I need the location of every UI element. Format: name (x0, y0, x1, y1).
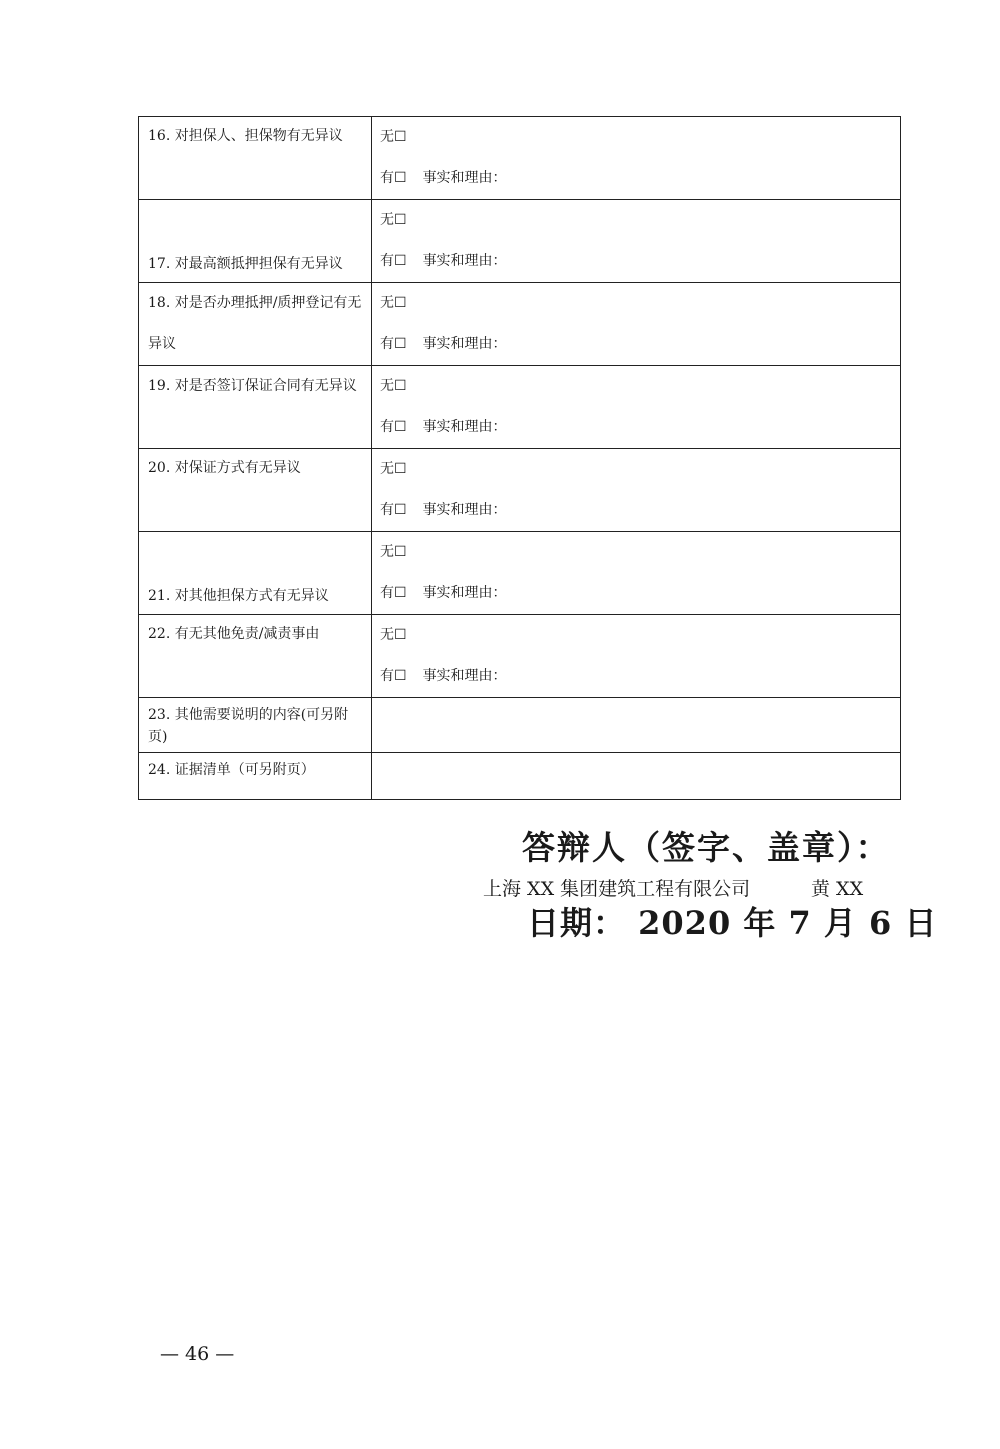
question-cell (139, 615, 372, 698)
signature-title: 答辩人（签字、盖章）： (522, 828, 891, 867)
company-name: 上海 XX 集团建筑工程有限公司 (483, 878, 751, 900)
page-number: — 46 — (160, 1343, 235, 1365)
question-cell (139, 366, 372, 449)
question-text: 18. 对是否办理抵押/质押登记有无异议 (148, 295, 362, 352)
table-row (139, 117, 901, 200)
question-text: 17. 对最高额抵押担保有无异议 (148, 256, 343, 272)
defense-form-table (138, 116, 901, 800)
signature-date: 日期： 2020 年 7 月 6 日 (527, 904, 938, 942)
answer-cell (372, 366, 901, 449)
question-cell (139, 753, 372, 800)
option-has[interactable]: 有☐ 事实和理由： (380, 502, 507, 518)
answer-cell (372, 283, 901, 366)
table-row (139, 615, 901, 698)
option-none[interactable]: 无☐ (380, 378, 407, 394)
option-none[interactable]: 无☐ (380, 295, 407, 311)
reason-label: 事实和理由： (422, 502, 507, 518)
table-row (139, 366, 901, 449)
reason-label: 事实和理由： (422, 170, 507, 186)
signature-line (483, 874, 864, 901)
reason-label: 事实和理由： (422, 253, 507, 269)
reason-label: 事实和理由： (422, 419, 507, 435)
question-cell (139, 283, 372, 366)
reason-label: 事实和理由： (422, 336, 507, 352)
answer-cell (372, 117, 901, 200)
option-none[interactable]: 无☐ (380, 544, 407, 560)
option-none[interactable]: 无☐ (380, 627, 407, 643)
reason-label: 事实和理由： (422, 668, 507, 684)
answer-field[interactable] (372, 698, 901, 753)
question-cell (139, 698, 372, 753)
question-text: 20. 对保证方式有无异议 (148, 460, 301, 476)
question-cell (139, 117, 372, 200)
table-row (139, 753, 901, 800)
answer-field[interactable] (372, 753, 901, 800)
option-has[interactable]: 有☐ 事实和理由： (380, 668, 507, 684)
option-has[interactable]: 有☐ 事实和理由： (380, 170, 507, 186)
question-text: 22. 有无其他免责/减责事由 (148, 626, 320, 642)
option-has[interactable]: 有☐ 事实和理由： (380, 336, 507, 352)
answer-cell (372, 200, 901, 283)
reason-label: 事实和理由： (422, 585, 507, 601)
table-row (139, 698, 901, 753)
option-none[interactable]: 无☐ (380, 129, 407, 145)
option-none[interactable]: 无☐ (380, 212, 407, 228)
question-text: 16. 对担保人、担保物有无异议 (148, 128, 343, 144)
answer-cell (372, 449, 901, 532)
signer-name: 黄 XX (811, 878, 864, 900)
question-text: 19. 对是否签订保证合同有无异议 (148, 378, 357, 394)
option-has[interactable]: 有☐ 事实和理由： (380, 585, 507, 601)
table-row (139, 449, 901, 532)
table-row (139, 283, 901, 366)
question-cell (139, 532, 372, 615)
option-none[interactable]: 无☐ (380, 461, 407, 477)
answer-cell (372, 532, 901, 615)
question-text: 23. 其他需要说明的内容(可另附页) (148, 707, 349, 745)
option-has[interactable]: 有☐ 事实和理由： (380, 253, 507, 269)
question-text: 24. 证据清单（可另附页） (148, 762, 315, 778)
question-cell (139, 200, 372, 283)
table-row (139, 532, 901, 615)
answer-cell (372, 615, 901, 698)
question-text: 21. 对其他担保方式有无异议 (148, 588, 329, 604)
table-row (139, 200, 901, 283)
question-cell (139, 449, 372, 532)
option-has[interactable]: 有☐ 事实和理由： (380, 419, 507, 435)
